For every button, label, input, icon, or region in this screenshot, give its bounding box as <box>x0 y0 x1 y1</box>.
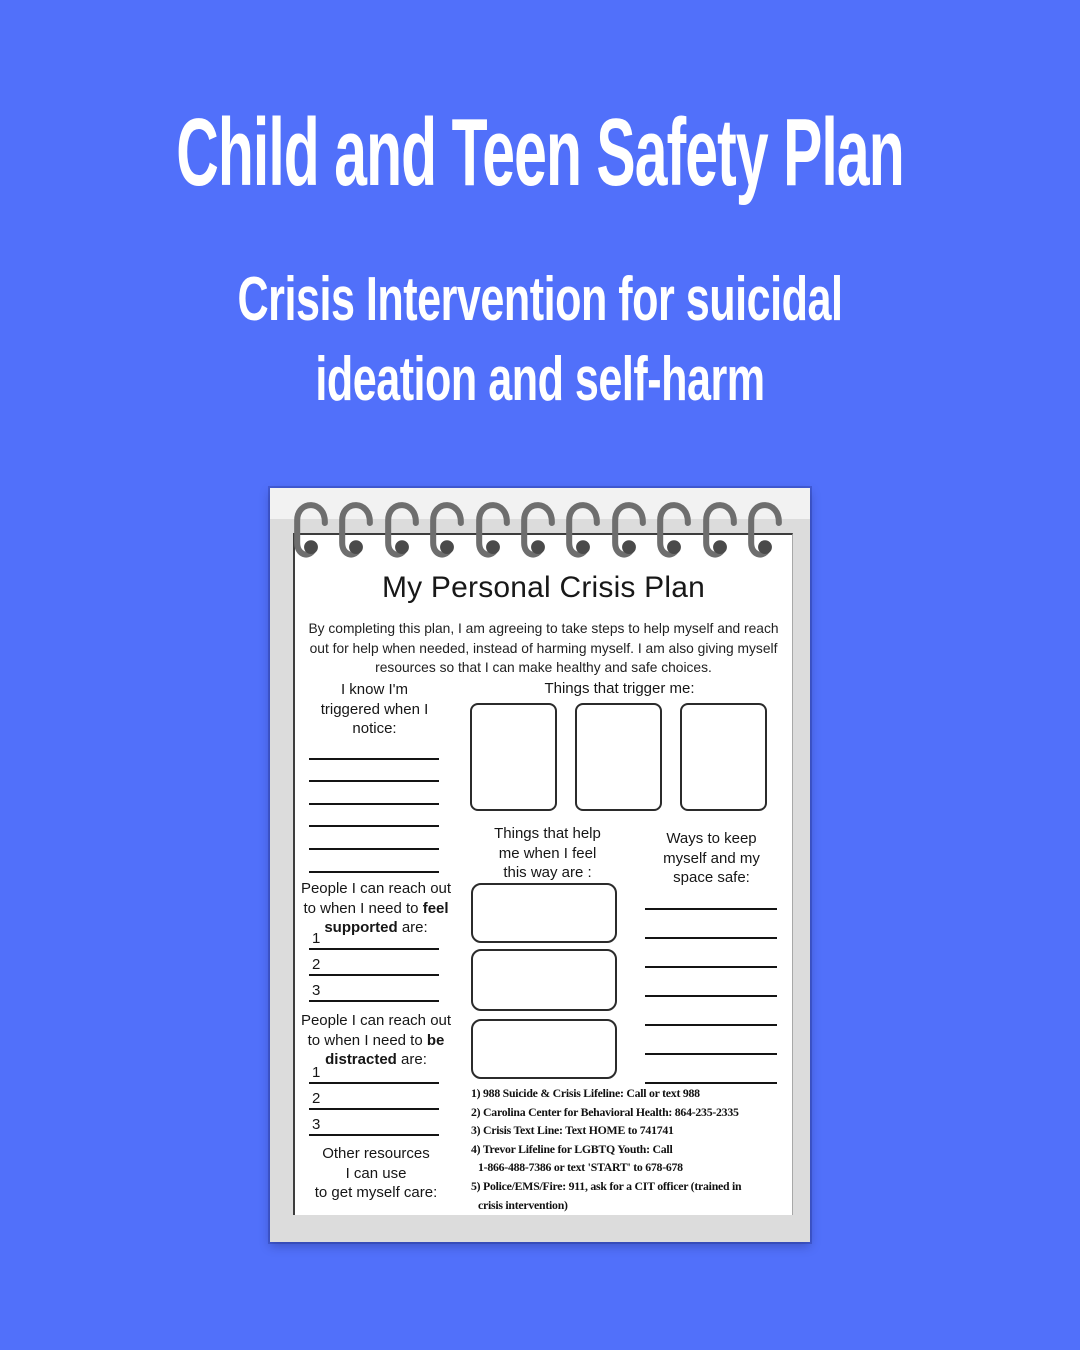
hotline-item: 3) Crisis Text Line: Text HOME to 741741 <box>471 1123 674 1138</box>
label-line: I can use <box>345 1164 407 1182</box>
trigger-box <box>575 703 662 811</box>
safe-write-lines <box>645 881 777 1084</box>
ruled-line <box>645 910 777 939</box>
ruled-line <box>645 939 777 968</box>
hotline-item: 2) Carolina Center for Behavioral Health: 864-235-2335 <box>471 1104 739 1119</box>
triggered-label: I know I'm triggered when I notice: <box>320 681 429 737</box>
subtitle-line: ideation and self-harm <box>315 344 765 415</box>
numbered-line <box>309 924 439 950</box>
worksheet-page <box>293 533 793 1215</box>
spiral-coil-icon <box>519 494 557 564</box>
ruled-line <box>309 850 439 873</box>
spiral-coil-icon <box>701 494 739 564</box>
hotline-list <box>471 1084 793 1214</box>
be-distracted-lines <box>309 1058 439 1136</box>
line-number: 2 <box>312 1090 321 1107</box>
feel-supported-lines <box>309 924 439 1002</box>
line-number: 3 <box>312 1116 321 1133</box>
safe-heading: Ways to keep myself and my space safe: <box>663 830 760 886</box>
label-text: People I can reach out to when I need to <box>300 1012 452 1049</box>
other-resources-label <box>295 1144 457 1203</box>
ruled-line <box>645 997 777 1026</box>
notepad-image <box>270 488 810 1242</box>
label-text: are: <box>397 919 428 936</box>
numbered-line <box>309 976 439 1002</box>
hotline-item-continuation: crisis intervention) <box>478 1197 568 1212</box>
ruled-line <box>645 968 777 997</box>
triggers-heading: Things that trigger me: <box>544 680 695 697</box>
ruled-line <box>645 881 777 910</box>
line-number: 3 <box>312 982 321 999</box>
worksheet-intro: By completing this plan, I am agreeing to take steps to help myself and reach out for help when needed, instead of harming myself. I am also giving myself resources so that I can make healthy and safe choices. <box>308 621 779 676</box>
hotline-item: 4) Trevor Lifeline for LGBTQ Youth: Call <box>471 1141 673 1156</box>
help-box <box>471 883 617 943</box>
spiral-coil-icon <box>564 494 602 564</box>
help-box <box>471 949 617 1011</box>
subtitle-line: Crisis Intervention for suicidal <box>237 264 843 335</box>
trigger-box <box>470 703 557 811</box>
spiral-coil-icon <box>428 494 466 564</box>
ruled-line <box>309 782 439 805</box>
spiral-coil-icon <box>746 494 784 564</box>
hotline-item: 5) Police/EMS/Fire: 911, ask for a CIT officer (trained in <box>471 1178 742 1193</box>
help-box <box>471 1019 617 1079</box>
hotline-item: 1) 988 Suicide & Crisis Lifeline: Call or text 988 <box>471 1086 700 1100</box>
label-text: People I can reach out to when I need to <box>300 880 452 917</box>
page-title: Child and Teen Safety Plan <box>176 98 904 206</box>
numbered-line <box>309 1084 439 1110</box>
label-line: to get myself care: <box>314 1184 438 1201</box>
ruled-line <box>309 805 439 828</box>
label-line: Other resources <box>322 1145 430 1162</box>
hotline-item-continuation: 1-866-488-7386 or text 'START' to 678-678 <box>478 1160 683 1175</box>
spiral-coil-icon <box>292 494 330 564</box>
ruled-line <box>645 1055 777 1084</box>
spiral-binding <box>292 494 784 566</box>
numbered-line <box>309 950 439 976</box>
ruled-line <box>645 1026 777 1055</box>
numbered-line <box>309 1058 439 1084</box>
ruled-line <box>309 737 439 760</box>
page-subtitle <box>0 260 1080 420</box>
line-number: 1 <box>312 1064 321 1081</box>
numbered-line <box>309 1110 439 1136</box>
spiral-coil-icon <box>655 494 693 564</box>
triggered-write-lines <box>309 737 439 873</box>
line-number: 2 <box>312 956 321 973</box>
ruled-line <box>309 760 439 783</box>
worksheet-title: My Personal Crisis Plan <box>381 571 706 604</box>
spiral-coil-icon <box>610 494 648 564</box>
help-heading: Things that help me when I feel this way are : <box>494 825 601 881</box>
line-number: 1 <box>312 930 321 947</box>
label-bold-text: be distracted <box>325 1031 445 1068</box>
trigger-box <box>680 703 767 811</box>
ruled-line <box>309 827 439 850</box>
label-text: are: <box>396 1051 427 1068</box>
spiral-coil-icon <box>383 494 421 564</box>
label-bold-text: feel supported <box>324 899 449 936</box>
spiral-coil-icon <box>337 494 375 564</box>
spiral-coil-icon <box>474 494 512 564</box>
